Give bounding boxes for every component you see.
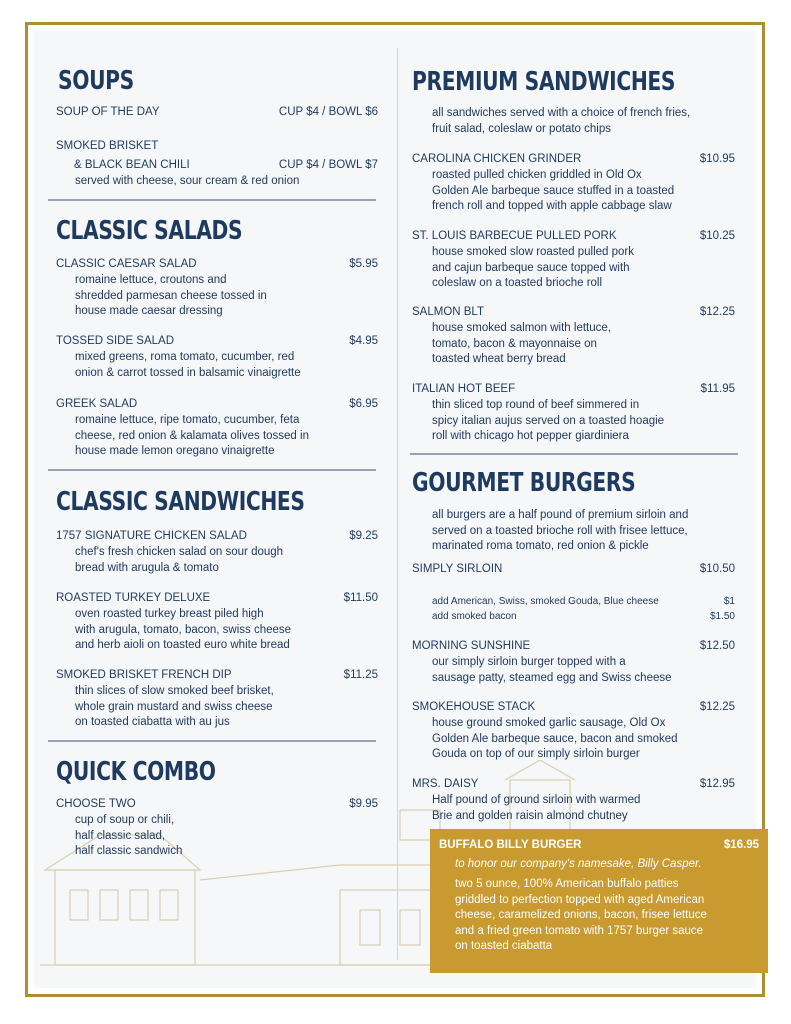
item-price: $11.25: [343, 669, 378, 681]
item-description: [75, 607, 291, 654]
item-price: $11.95: [700, 383, 735, 395]
addon-price: $1: [723, 596, 735, 607]
featured-item-header: [439, 839, 759, 851]
desc-line: thin slices of slow smoked beef brisket,: [75, 685, 274, 697]
item-name: CHOOSE TWO: [56, 798, 136, 810]
item-name: SMOKED BRISKET: [56, 140, 159, 152]
desc-line: Golden Ale barbeque sauce, bacon and smoked: [432, 732, 678, 745]
item-price: $12.25: [699, 306, 735, 318]
desc-line: with arugula, tomato, bacon, swiss cheese: [75, 623, 292, 636]
item-description: [432, 168, 674, 215]
menu-item-tossed-side-salad: [56, 335, 378, 347]
featured-item-name: BUFFALO BILLY BURGER: [439, 839, 582, 851]
addon-label: add American, Swiss, smoked Gouda, Blue cheese: [432, 596, 659, 607]
item-name: GREEK SALAD: [56, 398, 138, 410]
desc-line: whole grain mustard and swiss cheese: [75, 700, 273, 713]
menu-item-caesar-salad: [56, 258, 378, 270]
item-name: SMOKEHOUSE STACK: [412, 701, 536, 713]
desc-line: toasted wheat berry bread: [432, 353, 566, 365]
menu-item-chicken-salad: [56, 530, 378, 542]
desc-line: thin sliced top round of beef simmered in: [432, 399, 640, 411]
item-price: $4.95: [349, 335, 378, 347]
desc-line: tomato, bacon & mayonnaise on: [432, 337, 597, 350]
desc-line: half classic salad,: [75, 829, 166, 842]
menu-item-chili-line2: [56, 159, 378, 171]
item-price: $10.25: [699, 230, 735, 242]
desc-line: roll with chicago hot pepper giardiniera: [432, 430, 629, 442]
item-price: $10.50: [699, 563, 735, 575]
section-divider: [410, 453, 738, 455]
desc-line: Gouda on top of our simply sirloin burger: [432, 748, 640, 760]
item-name: MRS. DAISY: [412, 778, 479, 790]
desc-line: house smoked slow roasted pulled pork: [432, 246, 635, 258]
item-name: SOUP OF THE DAY: [56, 106, 160, 118]
desc-line: our simply sirloin burger topped with a: [432, 656, 626, 668]
featured-item-description: [455, 877, 765, 955]
desc-line: two 5 ounce, 100% American buffalo patties: [455, 878, 679, 890]
item-price: CUP $4 / BOWL $6: [278, 106, 378, 118]
item-price: $9.95: [349, 798, 378, 810]
item-description: [75, 545, 283, 576]
addon-price: $1.50: [709, 611, 735, 622]
item-price: $6.95: [349, 398, 378, 410]
item-description: [75, 813, 182, 860]
item-description: [75, 350, 301, 381]
desc-line: house smoked salmon with lettuce,: [432, 322, 611, 334]
item-name: ROASTED TURKEY DELUXE: [56, 592, 211, 604]
desc-line: sausage patty, steamed egg and Swiss cheese: [432, 671, 672, 684]
item-price: CUP $4 / BOWL $7: [278, 159, 378, 171]
item-name: ITALIAN HOT BEEF: [412, 383, 516, 395]
featured-item-box: [430, 829, 768, 973]
item-name: 1757 SIGNATURE CHICKEN SALAD: [56, 530, 247, 542]
intro-line: served on a toasted brioche roll with frisee lettuce,: [432, 524, 688, 537]
desc-line: romaine lettuce, croutons and: [75, 274, 227, 286]
desc-line: romaine lettuce, ripe tomato, cucumber, feta: [75, 414, 300, 426]
section-intro: [432, 106, 690, 137]
desc-line: cup of soup or chili,: [75, 814, 175, 826]
item-name: CAROLINA CHICKEN GRINDER: [412, 153, 582, 165]
item-description: [432, 245, 634, 292]
menu-item-roasted-turkey-deluxe: [56, 592, 378, 604]
item-price: $9.25: [349, 530, 378, 542]
item-name: SIMPLY SIRLOIN: [412, 563, 503, 575]
desc-line: cheese, red onion & kalamata olives tossed in: [75, 429, 309, 442]
section-title-classic-sandwiches: CLASSIC SANDWICHES: [56, 487, 305, 517]
intro-line: all burgers are a half pound of premium sirloin and: [432, 509, 689, 521]
item-name-line2: & BLACK BEAN CHILI: [74, 159, 190, 171]
desc-line: griddled to perfection topped with aged American: [455, 893, 705, 906]
section-title-classic-salads: CLASSIC SALADS: [56, 216, 243, 246]
item-description: [75, 684, 274, 731]
desc-line: house ground smoked garlic sausage, Old Ox: [432, 717, 666, 729]
menu-item-st-louis-pulled-pork: [412, 230, 735, 242]
desc-line: cheese, caramelized onions, bacon, frisee lettuce: [455, 909, 707, 921]
menu-item-choose-two: [56, 798, 378, 810]
desc-line: half classic sandwich: [75, 845, 183, 857]
column-divider: [397, 48, 398, 960]
desc-line: chef's fresh chicken salad on sour dough: [75, 546, 284, 558]
menu-item-carolina-chicken-grinder: [412, 153, 735, 165]
desc-line: house made caesar dressing: [75, 305, 223, 317]
menu-item-salmon-blt: [412, 306, 735, 318]
addon-label: add smoked bacon: [432, 611, 517, 622]
addon-cheese: [432, 596, 735, 607]
menu-item-morning-sunshine: [412, 640, 735, 652]
item-description: [75, 413, 309, 460]
item-price: $11.50: [343, 592, 378, 604]
item-price: $12.25: [699, 701, 735, 713]
section-intro: [432, 508, 688, 555]
desc-line: onion & carrot tossed in balsamic vinaigrette: [75, 366, 301, 379]
section-divider: [48, 199, 376, 201]
item-description: [432, 398, 664, 445]
item-name: TOSSED SIDE SALAD: [56, 335, 175, 347]
addon-bacon: [432, 611, 735, 622]
desc-line: house made lemon oregano vinaigrette: [75, 445, 275, 457]
menu-item-brisket-french-dip: [56, 669, 378, 681]
desc-line: shredded parmesan cheese tossed in: [75, 289, 267, 302]
desc-line: and a fried green tomato with 1757 burger sauce: [455, 924, 704, 937]
menu-item-smoked-brisket-chili: [56, 140, 378, 152]
item-name: MORNING SUNSHINE: [412, 640, 531, 652]
desc-line: mixed greens, roma tomato, cucumber, red: [75, 351, 295, 363]
desc-line: coleslaw on a toasted brioche roll: [432, 277, 603, 289]
item-name: SMOKED BRISKET FRENCH DIP: [56, 669, 232, 681]
item-price: $12.50: [699, 640, 735, 652]
intro-line: marinated roma tomato, red onion & pickle: [432, 540, 649, 552]
section-title-premium-sandwiches: PREMIUM SANDWICHES: [412, 67, 676, 97]
desc-line: bread with arugula & tomato: [75, 561, 219, 574]
desc-line: spicy italian aujus served on a toasted hoagie: [432, 414, 665, 427]
desc-line: french roll and topped with apple cabbage slaw: [432, 200, 672, 212]
section-title-quick-combo: QUICK COMBO: [56, 757, 216, 787]
desc-line: and herb aioli on toasted euro white bread: [75, 639, 290, 651]
desc-line: oven roasted turkey breast piled high: [75, 608, 264, 620]
featured-item-price: $16.95: [723, 839, 759, 851]
item-price: $12.95: [699, 778, 735, 790]
item-description: served with cheese, sour cream & red onion: [75, 175, 300, 187]
item-price: $10.95: [699, 153, 735, 165]
desc-line: Brie and golden raisin almond chutney: [432, 809, 628, 822]
section-divider: [48, 740, 376, 742]
item-description: [432, 716, 678, 763]
desc-line: on toasted ciabatta with au jus: [75, 716, 230, 728]
item-name: CLASSIC CAESAR SALAD: [56, 258, 197, 270]
item-description: [432, 321, 611, 368]
intro-line: fruit salad, coleslaw or potato chips: [432, 122, 611, 135]
item-description: [432, 655, 672, 686]
menu-item-greek-salad: [56, 398, 378, 410]
intro-line: all sandwiches served with a choice of french fries,: [432, 107, 691, 119]
section-title-gourmet-burgers: GOURMET BURGERS: [412, 468, 636, 498]
item-name: ST. LOUIS BARBECUE PULLED PORK: [412, 230, 617, 242]
menu-item-smokehouse-stack: [412, 701, 735, 713]
item-description: [432, 793, 640, 824]
desc-line: Golden Ale barbeque sauce stuffed in a toasted: [432, 184, 675, 197]
menu-item-simply-sirloin: [412, 563, 735, 575]
item-price: $5.95: [349, 258, 378, 270]
desc-line: roasted pulled chicken griddled in Old Ox: [432, 169, 642, 181]
menu-item-italian-hot-beef: [412, 383, 735, 395]
featured-item-tagline: to honor our company's namesake, Billy Casper.: [455, 858, 702, 870]
item-description: [75, 273, 267, 320]
desc-line: on toasted ciabatta: [455, 940, 553, 952]
section-divider: [48, 469, 376, 471]
menu-item-soup-of-the-day: [56, 106, 378, 118]
item-name: SALMON BLT: [412, 306, 484, 318]
desc-line: Half pound of ground sirloin with warmed: [432, 794, 641, 806]
desc-line: and cajun barbeque sauce topped with: [432, 261, 630, 274]
section-title-soups: SOUPS: [58, 66, 134, 96]
menu-item-mrs-daisy: [412, 778, 735, 790]
